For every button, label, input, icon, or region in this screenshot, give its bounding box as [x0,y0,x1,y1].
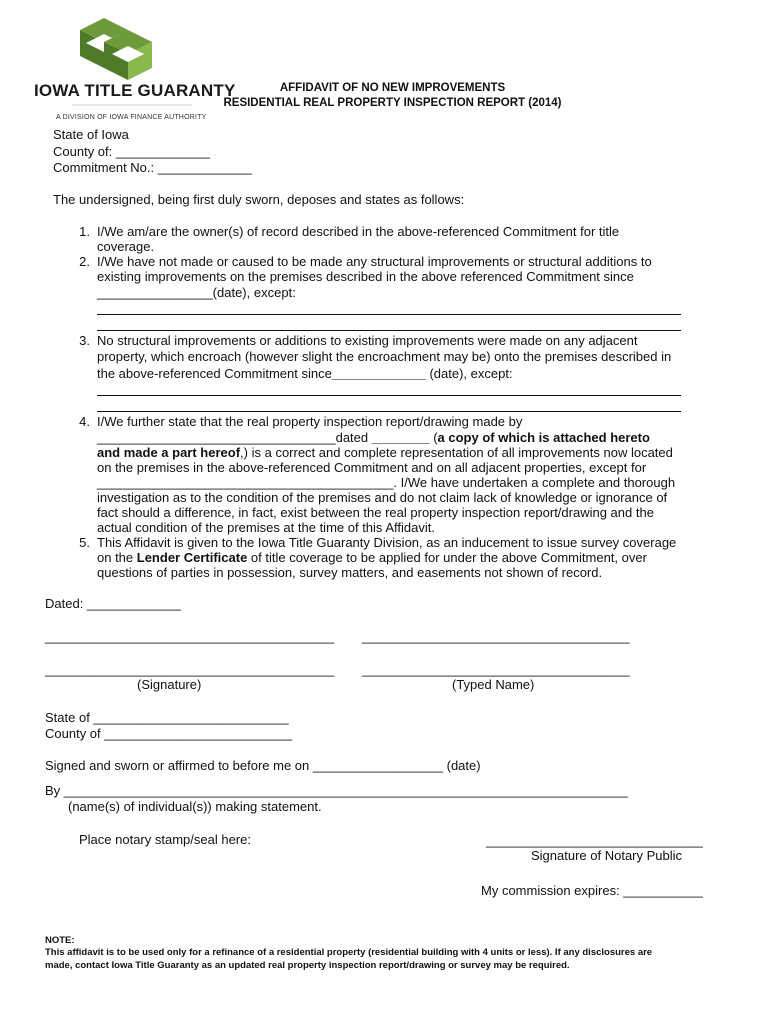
item-4-part-line [97,445,673,460]
logo-subtitle: A DIVISION OF IOWA FINANCE AUTHORITY [56,114,207,121]
item-4-number: 4. [79,414,90,429]
logo-cubes-icon [80,18,152,80]
item-4-text-d: on the premises in the above-referenced Commitment and on all adjacent properties, except for [97,460,647,475]
note-line-2: made, contact Iowa Title Guaranty as an updated real property inspection report/drawing or survey may be required. [45,960,570,971]
signature-line-2[interactable]: ________________________________________ [45,662,335,677]
intro-deposes: The undersigned, being first duly sworn, deposes and states as follows: [53,192,465,207]
item-2-text: I/We have not made or caused to be made any structural improvements or structural additions to [97,254,652,269]
item-1-number: 1. [79,224,90,239]
by-caption: (name(s) of individual(s)) making statement. [68,799,322,814]
item-2-date-field[interactable]: ________________(date), except: [97,285,296,300]
item-4-text: I/We further state that the real property inspection report/drawing made by [97,414,523,429]
typed-name-line-1[interactable]: _____________________________________ [362,629,630,644]
item-4-text-f: investigation as to the condition of the premises and do not claim lack of knowledge or ignorance of [97,490,668,505]
item-4-text-h: actual condition of the premises at the time of this Affidavit. [97,520,435,535]
by-name-field[interactable]: By ______________________________________________________________________________ [45,783,628,798]
item-4-attached-clause: a copy of which is attached hereto [437,430,650,445]
item-1-text: I/We am/are the owner(s) of record described in the above-referenced Commitment for title [97,224,620,239]
item-5-text-c: questions of parties in possession, survey matters, and easements not shown of record. [97,565,603,580]
item-3-since-line [97,366,513,381]
item-3-exception-line-1[interactable] [97,395,681,396]
typed-name-caption: (Typed Name) [452,677,535,692]
intro-commitment-no[interactable]: Commitment No.: _____________ [53,160,252,175]
signature-line-1[interactable]: ________________________________________ [45,629,335,644]
notary-state-field[interactable]: State of ___________________________ [45,710,289,725]
signature-caption: (Signature) [137,677,202,692]
item-5-text: This Affidavit is given to the Iowa Title Guaranty Division, as an inducement to issue survey coverage [97,535,677,550]
item-3-text: No structural improvements or additions to existing improvements were made on any adjacent [97,333,638,348]
item-3-number: 3. [79,333,90,348]
commission-expires-field[interactable]: My commission expires: ___________ [481,883,703,898]
item-1-text-cont: coverage. [97,239,155,254]
item-4-preparer-field[interactable]: _________________________________dated [97,430,369,445]
item-4-text-g: fact should a difference, in fact, exist between the real property inspection report/drawing and the [97,505,654,520]
notary-signature-caption: Signature of Notary Public [531,848,683,863]
document-subtitle: RESIDENTIAL REAL PROPERTY INSPECTION REPORT (2014) [223,97,562,109]
notary-signature-line[interactable]: ______________________________ [486,833,703,848]
notary-county-field[interactable]: County of __________________________ [45,726,293,741]
item-3-text-cont: property, which encroach (however slight the encroachment may be) onto the premises described in [97,349,672,364]
intro-state: State of Iowa [53,127,129,142]
item-4-report-line [97,430,650,445]
item-5-lender-line [97,550,647,565]
item-5-lender-certificate: Lender Certificate [136,550,248,565]
note-line-1: This affidavit is to be used only for a refinance of a residential property (residential building with 4 units or less). If any disclosures are [45,947,653,958]
logo-wordmark: IOWA TITLE GUARANTY [34,81,236,100]
note-heading: NOTE: [45,935,75,946]
item-2-exception-line-2[interactable] [97,330,681,331]
item-2-number: 2. [79,254,90,269]
item-3-exception-line-2[interactable] [97,411,681,412]
item-4-date-field[interactable]: ________ [368,430,434,445]
item-4-part-hereof: and made a part hereof [97,445,241,460]
item-5-number: 5. [79,535,90,550]
item-5-coverage-text: of title coverage to be applied for under the above Commitment, over [247,550,647,565]
item-4-representation: ,) is a correct and complete representation of all improvements now located [240,445,673,460]
item-4-paren: ( [433,430,438,445]
document-title: AFFIDAVIT OF NO NEW IMPROVEMENTS [279,82,506,94]
iowa-title-guaranty-logo [34,14,204,122]
typed-name-line-2[interactable]: _____________________________________ [362,662,630,677]
intro-county[interactable]: County of: _____________ [53,144,210,159]
item-5-on-the: on the [97,550,137,565]
item-2-exception-line-1[interactable] [97,314,681,315]
dated-field[interactable]: Dated: _____________ [45,596,181,611]
item-4-exception-field[interactable]: _________________________________________. I/We have undertaken a complete and thorough [97,475,676,490]
item-3-date-field[interactable]: _____________ [331,366,426,381]
notary-stamp-label: Place notary stamp/seal here: [79,832,251,847]
sworn-date-field[interactable]: Signed and sworn or affirmed to before me on __________________ (date) [45,758,481,773]
item-3-since-label: the above-referenced Commitment since [97,366,332,381]
item-3-date-label: (date), except: [425,366,513,381]
item-2-text-cont: existing improvements on the premises described in the above referenced Commitment since [97,269,634,284]
